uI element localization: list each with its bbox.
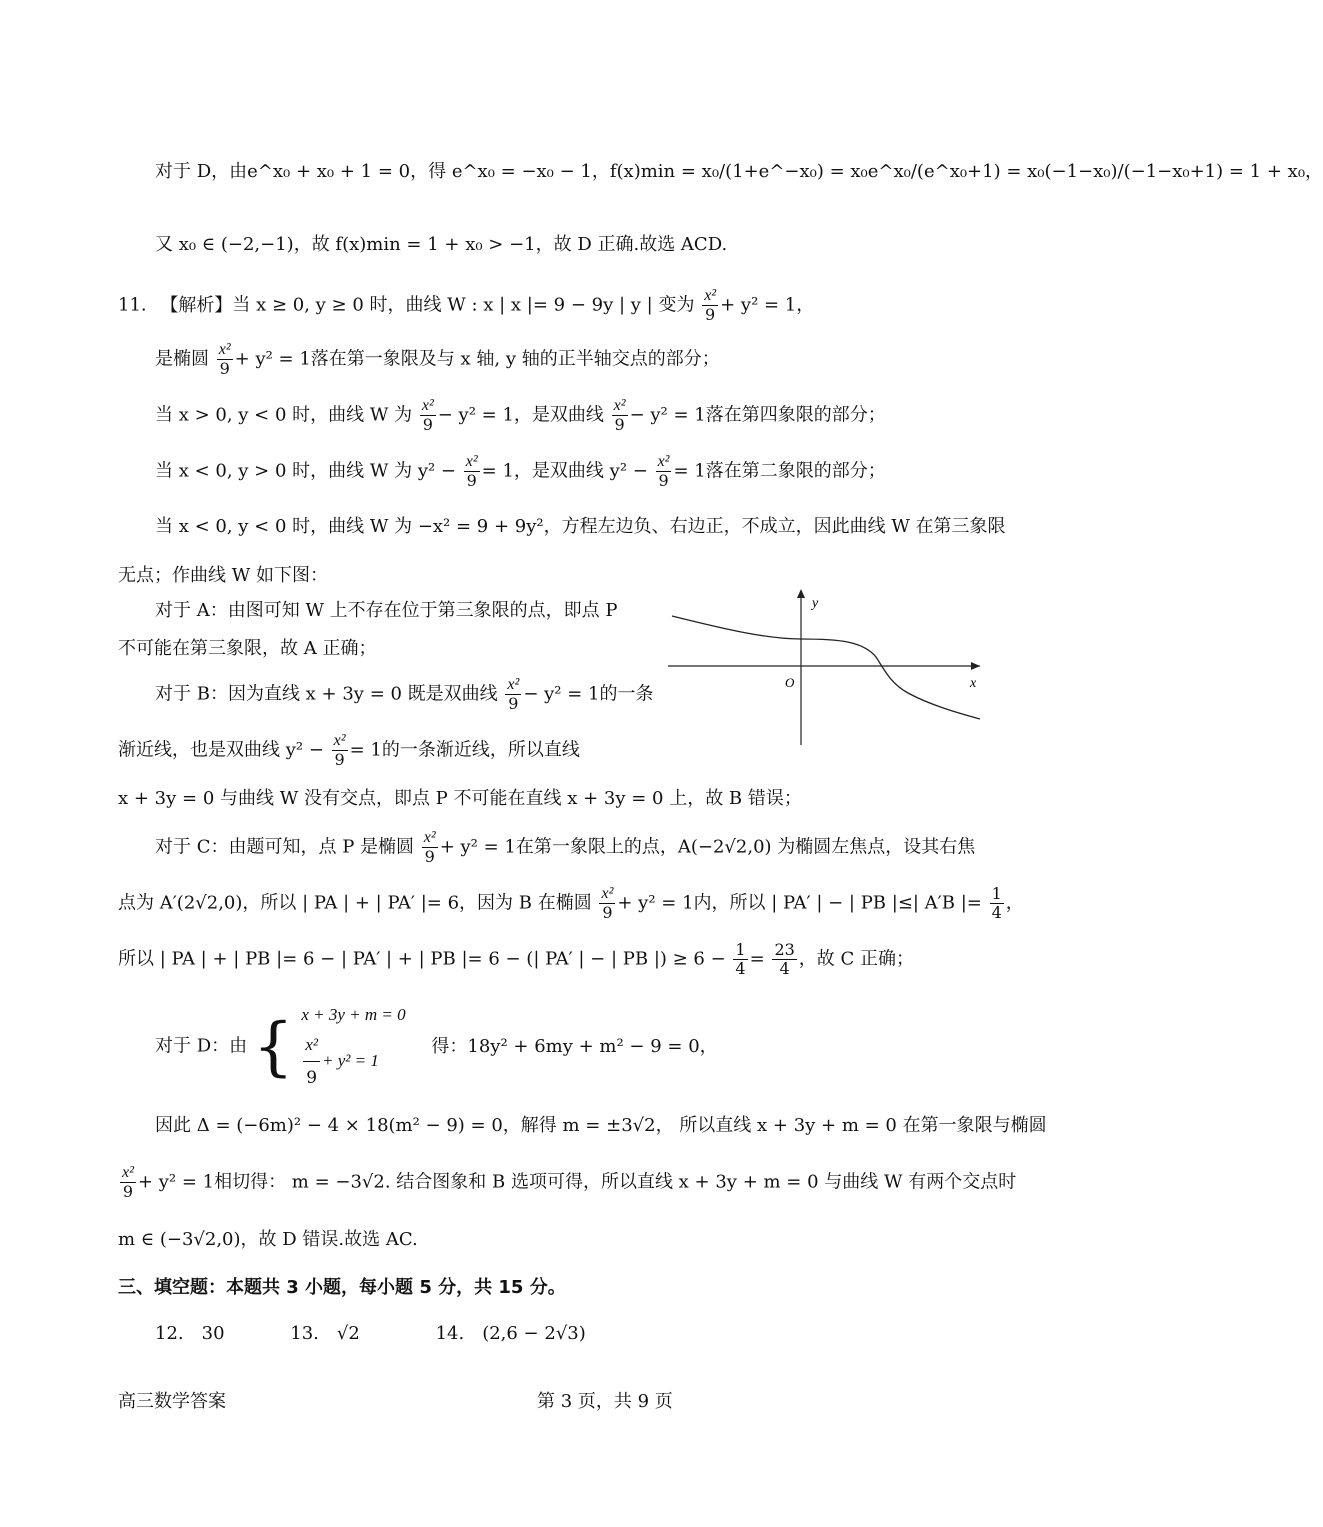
den: 4 [735,959,746,978]
option-a-line2 [118,640,376,658]
system-eq-1: x + 3y + m = 0 [301,1005,406,1024]
fraction [422,830,438,865]
text: 当 x ≥ 0, y ≥ 0 时，曲线 W : x | x |= 9 − 9y | y | 变为 [232,294,695,316]
option-c-line3 [118,942,914,977]
option-d-derivation [155,163,1323,181]
text: ， [1005,892,1024,914]
text: 点为 A′(2√2,0)，所以 | PA | + | PA′ |= 6，因为 B 在椭圆 [118,892,592,914]
fraction [420,398,436,433]
text: m ∈ (−3√2,0)，故 D 错误.故选 AC. [118,1229,418,1250]
text: 对于 D，由e^x₀ + x₀ + 1 = 0，得 e^x₀ = −x₀ − 1，f(x)min = x₀/(1+e^−x₀) = x₀e^x₀/(e^x₀+1) = x₀(−1−x₀)/(−1−x₀+1) = 1 + x₀， [155,161,1323,182]
den: 4 [779,959,790,978]
fraction [332,733,348,768]
option-c-line1 [155,830,975,865]
text: 是椭圆 [155,348,209,370]
num: x² [303,1030,320,1062]
answer-14: 14. (2,6 − 2√3) [435,1323,586,1344]
fraction [772,942,796,977]
text: 因此 Δ = (−6m)² − 4 × 18(m² − 9) = 0，解得 m = ±3√2， 所以直线 x + 3y + m = 0 在第一象限与椭圆 [155,1115,1047,1136]
option-c-line2 [118,886,1024,921]
num: x² [218,341,231,358]
y-axis-arrow [797,589,805,598]
fraction [612,398,628,433]
num: 1 [991,884,1002,903]
text: 无点；作曲线 W 如下图： [118,565,328,586]
fraction [505,677,521,712]
text: 对于 D：由 [155,1035,248,1057]
curve-w-graph [668,585,982,750]
num: x² [704,287,717,304]
option-d-tangent [118,1165,1016,1200]
q11-tag: 【解析】 [160,294,233,316]
den: 9 [334,750,345,769]
text: 渐近线，也是双曲线 y² − [118,739,324,761]
den: 9 [219,359,230,378]
text: − y² = 1，是双曲线 [437,404,604,426]
text: 当 x > 0, y < 0 时，曲线 W 为 [155,404,413,426]
curve-w [672,616,980,719]
equation-system [301,1000,405,1093]
origin-label: O [785,675,795,690]
text: 当 x < 0, y > 0 时，曲线 W 为 y² − [155,460,457,482]
fraction [656,454,672,489]
den: 9 [306,1068,318,1088]
den: 9 [614,415,625,434]
fraction [990,886,1004,921]
text: 当 x < 0, y < 0 时，曲线 W 为 −x² = 9 + 9y²，方程左边负、右边正，不成立，因此曲线 W 在第三象限 [155,516,1006,537]
option-d-final [118,1231,418,1249]
option-a-line1 [155,602,618,620]
den: 4 [991,903,1002,922]
text: 对于 B：因为直线 x + 3y = 0 既是双曲线 [155,683,498,705]
num: 1 [735,940,746,959]
num: x² [507,676,520,693]
option-b-line1 [155,677,653,712]
q11-number: 11. [118,294,147,316]
text: 对于 A：由图可知 W 上不存在位于第三象限的点，即点 P [155,600,618,621]
second-quadrant-line [155,454,886,489]
num: x² [657,453,670,470]
text: + y² = 1在第一象限上的点，A(−2√2,0) 为椭圆左焦点，设其右焦 [439,836,976,858]
fraction [217,342,233,377]
footer-left: 高三数学答案 [118,1391,226,1412]
text: = 1的一条渐近线，所以直线 [349,739,580,761]
text: x + 3y = 0 与曲线 W 没有交点，即点 P 不可能在直线 x + 3y = 0 上，故 B 错误； [118,788,802,809]
num: x² [465,453,478,470]
num: x² [423,829,436,846]
den: 9 [705,305,716,324]
text: 所以 | PA | + | PB |= 6 − | PA′ | + | PB |= 6 − (| PA′ | − | PB |) ≥ 6 − [118,948,726,970]
x-axis-arrow [971,662,980,670]
den: 9 [602,903,613,922]
text: − y² = 1的一条 [523,683,654,705]
fourth-quadrant-line [155,398,886,433]
den: 9 [508,694,519,713]
option-d-conclusion [155,236,727,254]
answer-12: 12. 30 [155,1323,225,1344]
x-label: x [970,676,977,691]
text: = 1，是双曲线 y² − [481,460,648,482]
text: 又 x₀ ∈ (−2,−1)，故 f(x)min = 1 + x₀ > −1，故 D 正确.故选 ACD. [155,234,728,255]
brace: { [252,1009,294,1084]
fraction [464,454,480,489]
footer-page-number: 第 3 页，共 9 页 [537,1391,673,1412]
text: + y² = 1落在第一象限及与 x 轴, y 轴的正半轴交点的部分； [234,348,720,370]
text: 得：18y² + 6my + m² − 9 = 0， [431,1035,718,1057]
den: 9 [658,471,669,490]
den: 9 [122,1182,134,1201]
y-label: y [812,596,819,611]
q11-line1 [118,288,814,323]
num: x² [421,397,434,414]
fraction [599,886,615,921]
option-b-line2 [118,733,580,768]
answer-13: 13. √2 [290,1323,360,1344]
num: x² [613,397,626,414]
third-quadrant-line [155,518,1006,536]
text: ，故 C 正确； [798,948,915,970]
num: x² [333,732,346,749]
ellipse-line [155,342,720,377]
num: 23 [774,940,795,959]
fraction [702,288,718,323]
option-d-system-line [155,1000,718,1093]
den: 9 [466,471,477,490]
text: = [749,948,765,970]
den: 9 [422,415,433,434]
text: + y² = 1内，所以 | PA′ | − | PB |≤| A′B |= [617,892,982,914]
den: 9 [424,847,435,866]
text: + y² = 1相切得： m = −3√2. 结合图象和 B 选项可得，所以直线 x + 3y + m = 0 与曲线 W 有两个交点时 [137,1171,1017,1193]
text: + y² = 1， [720,294,815,316]
answers-row [155,1325,586,1343]
section-3-heading: 三、填空题：本题共 3 小题，每小题 5 分，共 15 分。 [118,1277,566,1298]
fraction [733,942,747,977]
text: 不可能在第三象限，故 A 正确； [118,638,377,659]
text: 对于 C：由题可知，点 P 是椭圆 [155,836,415,858]
option-b-line3 [118,790,802,808]
fraction [303,1030,320,1093]
system-eq-2 [301,1030,405,1093]
text: + y² = 1 [322,1051,379,1070]
draw-curve-line [118,567,328,585]
num: x² [122,1164,134,1181]
text: = 1落在第二象限的部分； [673,460,886,482]
fraction [120,1165,136,1200]
option-d-discriminant [155,1117,1047,1135]
num: x² [601,885,614,902]
text: − y² = 1落在第四象限的部分； [629,404,886,426]
